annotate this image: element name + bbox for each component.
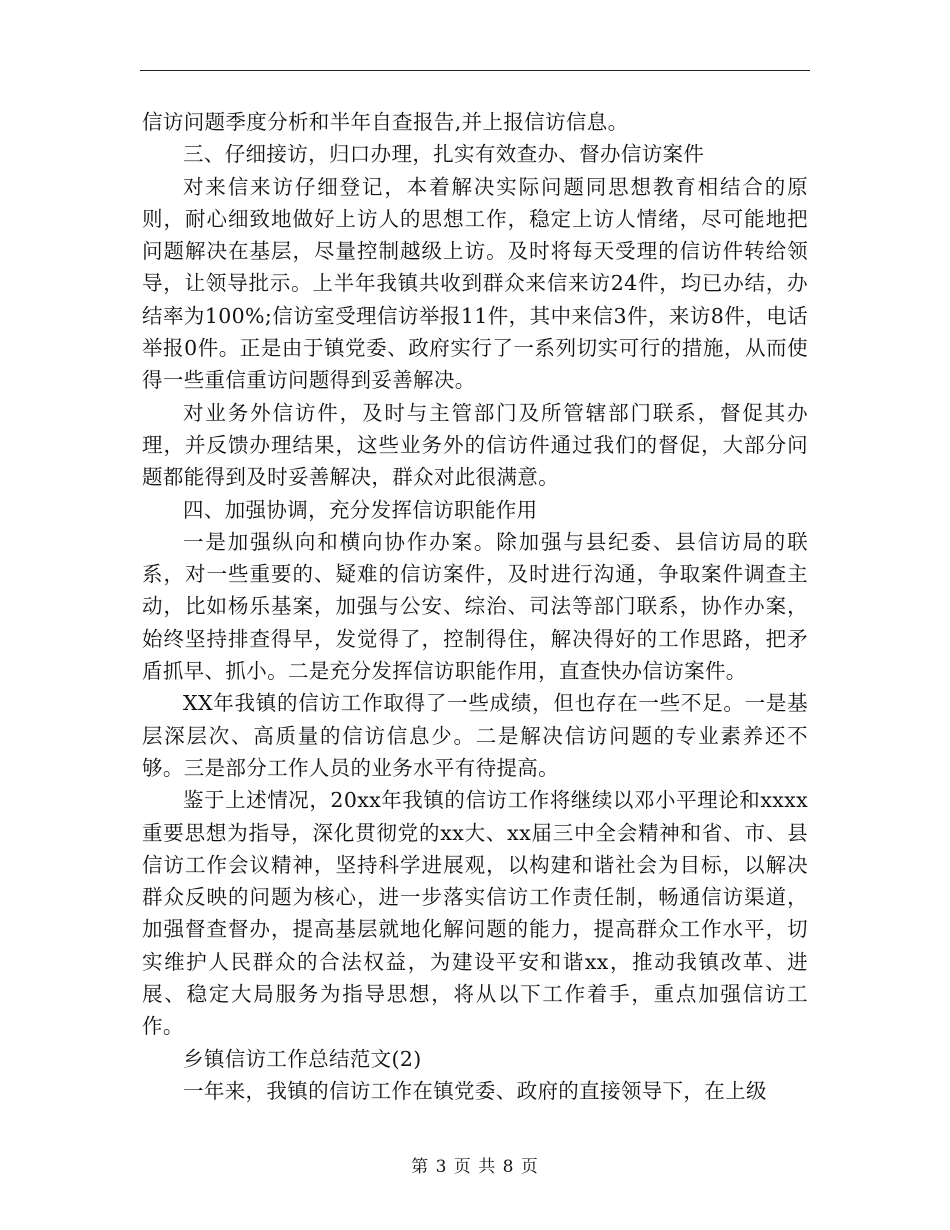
page-footer: 第 3 页 共 8 页 bbox=[411, 1157, 539, 1177]
document-body bbox=[142, 106, 808, 1107]
paragraph: 鉴于上述情况，20xx年我镇的信访工作将继续以邓小平理论和xxxx重要思想为指导，深化贯彻党的xx大、xx届三中全会精神和省、市、县信访工作会议精神，坚持科学进展观，以构建和谐社会为目标，以解决群众反映的问题为核心，进一步落实信访工作责任制，畅通信访渠道，加强督查督办，提高基层就地化解问题的能力，提高群众工作水平，切实维护人民群众的合法权益，为建设平安和谐xx，推动我镇改革、进展、稳定大局服务为指导思想，将从以下工作着手，重点加强信访工作。 bbox=[142, 788, 808, 1039]
paragraph: XX年我镇的信访工作取得了一些成绩，但也存在一些不足。一是基层深层次、高质量的信访信息少。二是解决信访问题的专业素养还不够。三是部分工作人员的业务水平有待提高。 bbox=[142, 691, 808, 780]
paragraph: 一年来，我镇的信访工作在镇党委、政府的直接领导下，在上级 bbox=[183, 1078, 767, 1103]
paragraph: 三、仔细接访，归口办理，扎实有效查办、督办信访案件 bbox=[183, 142, 705, 167]
paragraph: 对来信来访仔细登记，本着解决实际问题同思想教育相结合的原则，耐心细致地做好上访人的思想工作，稳定上访人情绪，尽可能地把问题解决在基层，尽量控制越级上访。及时将每天受理的信访件转给领导，让领导批示。上半年我镇共收到群众来信来访24件，均已办结，办结率为100%;信访室受理信访举报11件，其中来信3件，来访8件，电话举报0件。正是由于镇党委、政府实行了一系列切实可行的措施，从而使得一些重信重访问题得到妥善解决。 bbox=[142, 174, 808, 393]
paragraph: 四、加强协调，充分发挥信访职能作用 bbox=[183, 497, 538, 522]
header-rule bbox=[140, 70, 810, 71]
paragraph: 乡镇信访工作总结范文(2) bbox=[183, 1046, 422, 1071]
paragraph: 信访问题季度分析和半年自查报告,并上报信访信息。 bbox=[142, 110, 629, 134]
paragraph: 一是加强纵向和横向协作办案。除加强与县纪委、县信访局的联系，对一些重要的、疑难的信访案件，及时进行沟通，争取案件调查主动，比如杨乐基案，加强与公安、综治、司法等部门联系，协作办案，始终坚持排查得早，发觉得了，控制得住，解决得好的工作思路，把矛盾抓早、抓小。二是充分发挥信访职能作用，直查快办信访案件。 bbox=[142, 529, 808, 684]
paragraph: 对业务外信访件，及时与主管部门及所管辖部门联系，督促其办理，并反馈办理结果，这些业务外的信访件通过我们的督促，大部分问题都能得到及时妥善解决，群众对此很满意。 bbox=[142, 400, 808, 490]
